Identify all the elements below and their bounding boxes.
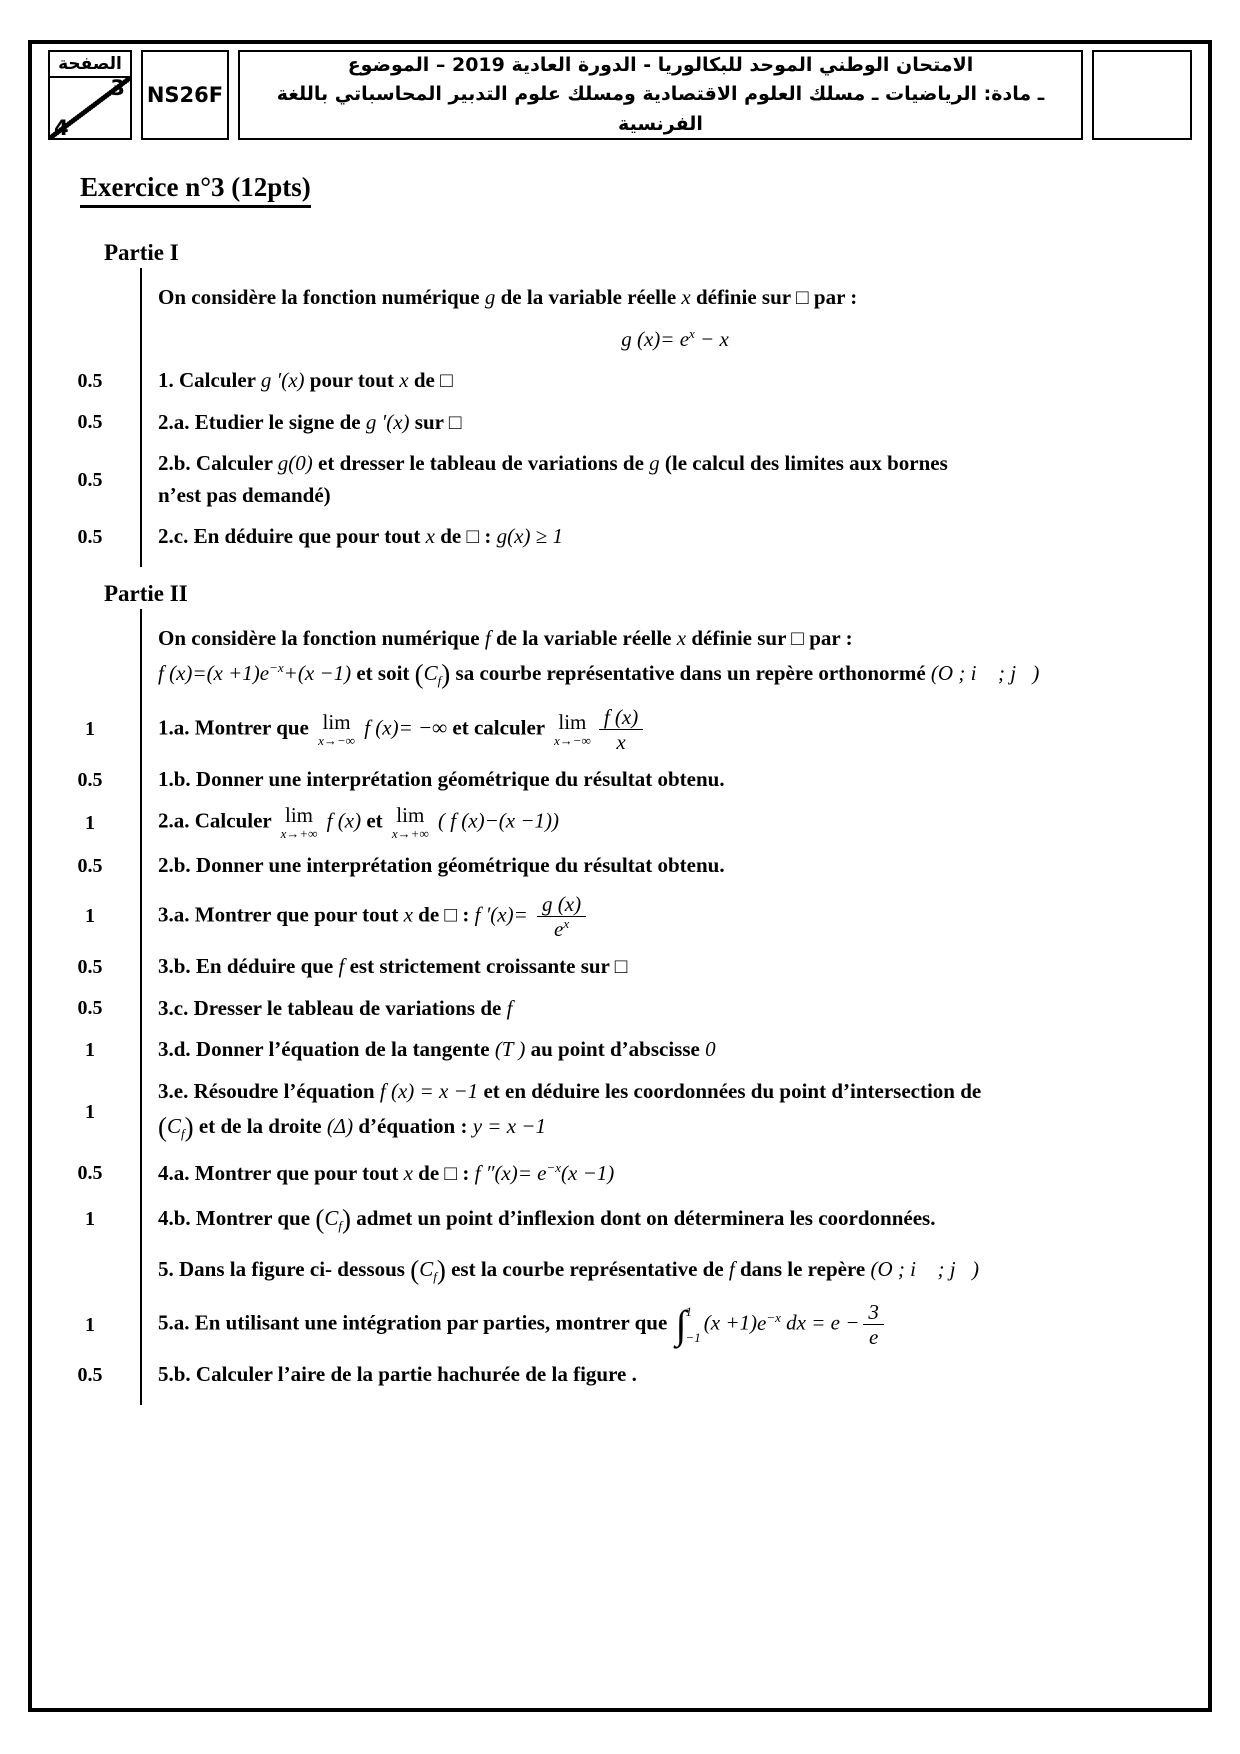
- limit: [281, 805, 318, 840]
- question-row: [77, 764, 1192, 796]
- question-row: [85, 1300, 1192, 1350]
- question-line: [158, 1158, 1192, 1190]
- integral: [676, 1302, 701, 1348]
- points-value: 0.5: [77, 768, 103, 791]
- limit-word: lim: [285, 803, 314, 828]
- text-segment: 4.b. Montrer que: [158, 1206, 316, 1231]
- question-line: [158, 1359, 1192, 1391]
- question-row: [77, 993, 1192, 1025]
- math-segment: f (x)=(x +1): [158, 661, 260, 685]
- integral-lower: −1: [685, 1330, 701, 1346]
- question-row: [85, 1076, 1192, 1148]
- question-line: [158, 805, 1192, 840]
- fraction-numerator: [599, 705, 643, 729]
- points-value: 0.5: [77, 1364, 103, 1387]
- points-value: 0.5: [77, 855, 103, 878]
- question-line: [158, 623, 1192, 655]
- math-segment: □: [448, 409, 462, 434]
- text-segment: 2.b. Donner une interprétation géométrique du résultat obtenu.: [158, 853, 725, 878]
- question-row: [77, 1359, 1192, 1391]
- text-segment: de: [412, 902, 445, 927]
- fraction-denominator: [537, 916, 586, 941]
- limit-subscript: x→+∞: [280, 826, 318, 842]
- fraction-denominator: [599, 729, 643, 754]
- text-segment: 3.e. Résoudre l’équation: [158, 1078, 380, 1103]
- text-segment: de: [408, 368, 441, 392]
- text-segment: :: [457, 902, 475, 927]
- question-row: [158, 623, 1192, 695]
- math-segment: g: [649, 451, 660, 475]
- math-segment: □: [795, 285, 809, 309]
- exam-code-box: NS26F: [141, 50, 229, 140]
- question-line: [158, 324, 1192, 356]
- text-segment: 5.b. Calculer l’aire de la partie hachurée de la figure .: [158, 1362, 637, 1387]
- open-paren: (: [414, 659, 424, 689]
- question-line: [158, 1107, 1192, 1148]
- fraction-numerator: [863, 1300, 884, 1324]
- points-value: 0.5: [77, 525, 103, 548]
- math-segment: f ″(x)=: [474, 1160, 538, 1185]
- part-section: [48, 581, 1192, 1405]
- points-value: 1: [85, 1313, 95, 1336]
- math-segment: f (x) = x −1: [379, 1078, 479, 1103]
- text-segment: 3.a. Montrer que pour tout: [158, 902, 404, 927]
- limit-subscript: x→−∞: [554, 732, 591, 748]
- text-segment: définie sur: [686, 625, 792, 650]
- question-line: [158, 1199, 1192, 1240]
- question-row: [85, 704, 1192, 754]
- question-row: [85, 891, 1192, 941]
- limit: [554, 709, 591, 748]
- curve-symbol: $(C_f)$: [414, 659, 451, 689]
- math-segment: x: [681, 285, 691, 309]
- question-row: [77, 365, 1192, 397]
- text-segment: de: [434, 524, 467, 548]
- question-row: [77, 407, 1192, 439]
- text-segment: n’est pas demandé): [158, 482, 331, 507]
- math-segment: x: [616, 729, 626, 754]
- math-segment: x: [425, 524, 435, 548]
- text-segment: 2.b. Calculer: [158, 451, 278, 475]
- limit-word: lim: [322, 709, 351, 734]
- question-line: [158, 365, 1192, 397]
- math-segment: g ′(x): [365, 409, 410, 434]
- math-superscript: $e^x$: [679, 325, 695, 351]
- question-line: [158, 850, 1192, 882]
- question-row: [77, 1158, 1192, 1190]
- text-segment: par :: [808, 285, 858, 309]
- integral-sign: ∫: [675, 1301, 687, 1347]
- math-segment: f: [506, 995, 513, 1020]
- exercise-parts: [48, 240, 1192, 1405]
- points-value: 1: [85, 1100, 95, 1123]
- text-segment: est strictement croissante sur: [344, 954, 615, 979]
- question-row: [77, 951, 1192, 983]
- page-current: 3: [110, 76, 125, 101]
- text-segment: de: [412, 1160, 445, 1185]
- math-segment: x: [399, 368, 409, 392]
- points-value: 0.5: [77, 1162, 103, 1185]
- text-segment: 2.c. En déduire que pour tout: [158, 524, 426, 548]
- math-segment: x: [676, 625, 687, 650]
- text-segment: de la variable réelle: [490, 625, 677, 650]
- text-segment: 4.a. Montrer que pour tout: [158, 1160, 404, 1185]
- question-row: [77, 521, 1192, 553]
- question-line: [158, 951, 1192, 983]
- math-segment: □: [791, 625, 804, 650]
- page-number-label: الصفحة: [50, 52, 130, 78]
- text-segment: de la variable réelle: [495, 285, 682, 309]
- fraction-numerator: [537, 892, 586, 916]
- question-line: [158, 1076, 1192, 1108]
- points-value: 0.5: [77, 468, 103, 491]
- text-segment: et en déduire les coordonnées du point d’intersection de: [478, 1078, 982, 1103]
- question-line: [158, 1250, 1192, 1291]
- math-segment: g (x): [542, 891, 582, 916]
- text-segment: et calculer: [447, 714, 550, 739]
- close-paren: ): [441, 659, 451, 689]
- text-segment: sur: [409, 409, 449, 434]
- text-segment: 2.a. Etudier le signe de: [158, 409, 366, 434]
- points-value: 1: [85, 718, 95, 741]
- text-segment: et dresser le tableau de variations de: [312, 451, 650, 475]
- math-segment: f (x): [603, 704, 639, 729]
- math-segment: g(0): [277, 451, 313, 475]
- question-row: [158, 282, 1192, 314]
- text-segment: d’équation :: [353, 1114, 473, 1139]
- math-segment: (O ; i⃗ ; j⃗): [930, 661, 1040, 685]
- math-segment: f: [728, 1256, 735, 1281]
- points-value: 1: [85, 1208, 95, 1231]
- math-segment: (T ): [494, 1037, 526, 1062]
- text-segment: :: [457, 1160, 475, 1185]
- curve-symbol: $(C_f)$: [315, 1204, 351, 1235]
- math-segment: e: [868, 1325, 879, 1350]
- question-line: [158, 480, 1192, 512]
- question-row: [77, 448, 1192, 511]
- integral-bounds: [686, 1302, 701, 1348]
- math-segment: dx = e −: [780, 1310, 860, 1335]
- math-segment: f ′(x)=: [474, 902, 534, 927]
- curve-symbol: $(C_f)$: [410, 1254, 446, 1285]
- math-segment: (x +1): [703, 1310, 758, 1335]
- points-value: 1: [85, 1038, 95, 1061]
- math-superscript: $e^{-x}$: [259, 660, 284, 685]
- fraction: [863, 1300, 884, 1349]
- open-paren: (: [410, 1254, 420, 1285]
- math-segment: +(x −1): [283, 661, 352, 685]
- limit: [318, 709, 355, 748]
- math-segment: x: [403, 1160, 413, 1185]
- question-line: [158, 1034, 1192, 1066]
- math-segment: x: [403, 902, 413, 927]
- part-title: Partie I: [104, 240, 179, 265]
- math-segment: g ′(x): [260, 368, 305, 392]
- points-value: 1: [85, 905, 95, 928]
- part-section: [48, 240, 1192, 567]
- question-row: [85, 803, 1192, 842]
- question-line: [158, 282, 1192, 314]
- text-segment: On considère la fonction numérique: [158, 625, 485, 650]
- math-segment: □: [466, 524, 480, 548]
- text-segment: dans le repère: [734, 1256, 871, 1281]
- exam-title-box: [238, 50, 1083, 140]
- question-row: [85, 1034, 1192, 1066]
- points-value: 0.5: [77, 411, 103, 434]
- fraction: [537, 892, 586, 941]
- math-segment: (x −1): [561, 1160, 615, 1185]
- math-segment: (O ; i⃗ ; j⃗): [870, 1256, 979, 1281]
- text-segment: 3.d. Donner l’équation de la tangente: [158, 1037, 495, 1062]
- text-segment: et de la droite: [193, 1114, 327, 1139]
- limit: [392, 805, 429, 840]
- part-title: Partie II: [104, 580, 188, 606]
- math-segment: f (x)= −∞: [358, 714, 448, 739]
- open-paren: (: [315, 1204, 325, 1235]
- points-value: 1: [85, 811, 95, 834]
- math-superscript: $e^x$: [553, 915, 570, 941]
- math-segment: f: [484, 625, 491, 650]
- text-segment: On considère la fonction numérique: [158, 285, 485, 309]
- question-line: [158, 993, 1192, 1025]
- math-segment: (Δ): [326, 1114, 354, 1139]
- page-number-box: [48, 50, 132, 140]
- math-segment: □: [444, 1160, 458, 1185]
- question-line: [158, 764, 1192, 796]
- text-segment: définie sur: [690, 285, 796, 309]
- text-segment: pour tout: [304, 368, 400, 392]
- question-line: [158, 654, 1192, 695]
- question-row: [77, 850, 1192, 882]
- close-paren: ): [184, 1112, 194, 1143]
- empty-header-box: [1092, 50, 1192, 140]
- math-segment: 3: [868, 1300, 879, 1325]
- text-segment: 1. Calculer: [158, 368, 261, 392]
- fraction: [599, 705, 643, 754]
- page-header: [48, 50, 1192, 140]
- text-segment: sa courbe représentative dans un repère orthonormé: [450, 661, 931, 685]
- text-segment: et soit: [351, 661, 415, 685]
- text-segment: est la courbe représentative de: [445, 1256, 729, 1281]
- exam-title-arabic-line1: الامتحان الوطني الموحد للبكالوريا - الدورة العادية 2019 – الموضوع: [347, 53, 974, 76]
- limit-subscript: x→−∞: [318, 732, 355, 748]
- math-segment: g (x)=: [621, 326, 680, 351]
- math-segment: f (x): [321, 808, 362, 833]
- math-segment: f: [338, 954, 345, 979]
- part-block: [77, 268, 1192, 567]
- text-segment: 1.b. Donner une interprétation géométrique du résultat obtenu.: [158, 766, 725, 791]
- text-segment: 1.a. Montrer que: [158, 714, 315, 739]
- text-segment: 3.b. En déduire que: [158, 954, 339, 979]
- points-value: 0.5: [77, 997, 103, 1020]
- open-paren: (: [158, 1112, 167, 1143]
- text-segment: 5. Dans la figure ci- dessous: [158, 1256, 411, 1281]
- question-row: [158, 1250, 1192, 1291]
- integral-upper: 1: [685, 1303, 692, 1319]
- points-value: 0.5: [77, 369, 103, 392]
- math-superscript: $e^{-x}$: [757, 1309, 781, 1335]
- question-row: [85, 1199, 1192, 1240]
- question-line: [158, 521, 1192, 553]
- page-number-diagonal: [50, 78, 130, 138]
- question-line: [158, 892, 1192, 941]
- text-segment: 2.a. Calculer: [158, 808, 277, 833]
- close-paren: ): [341, 1204, 351, 1235]
- math-segment: 0: [705, 1037, 716, 1062]
- text-segment: au point d’abscisse: [525, 1037, 706, 1062]
- part-block: [77, 609, 1192, 1405]
- text-segment: et: [361, 808, 388, 833]
- exam-content: [48, 150, 1192, 1405]
- curve-symbol: $(C_f)$: [158, 1112, 194, 1143]
- points-value: 0.5: [77, 955, 103, 978]
- math-superscript: $e^{-x}$: [537, 1159, 562, 1185]
- question-line: [158, 705, 1192, 754]
- math-segment: g(x) ≥ 1: [496, 524, 563, 548]
- question-line: [158, 448, 1192, 480]
- math-segment: − x: [694, 326, 729, 351]
- question-line: [158, 1300, 1192, 1349]
- question-line: [158, 407, 1192, 439]
- math-segment: □: [440, 368, 453, 392]
- text-segment: admet un point d’inflexion dont on déterminera les coordonnées.: [350, 1206, 936, 1231]
- question-row: [158, 324, 1192, 356]
- text-segment: 3.c. Dresser le tableau de variations de: [158, 995, 507, 1020]
- text-segment: 5.a. En utilisant une intégration par parties, montrer que: [158, 1310, 673, 1335]
- math-segment: ( f (x)−(x −1)): [432, 808, 559, 833]
- fraction-denominator: [863, 1324, 884, 1349]
- page-total: 4: [54, 116, 69, 140]
- limit-word: lim: [558, 709, 587, 734]
- limit-subscript: x→+∞: [391, 826, 429, 842]
- math-segment: g: [484, 285, 496, 309]
- exam-title-arabic-line2: ـ مادة: الرياضيات ـ مسلك العلوم الاقتصادية ومسلك علوم التدبير المحاسباتي باللغة الفرنسية: [276, 83, 1045, 135]
- math-segment: y = x −1: [472, 1114, 546, 1139]
- text-segment: (le calcul des limites aux bornes: [659, 451, 948, 475]
- math-segment: □: [444, 902, 458, 927]
- exercise-title: Exercice n°3 (12pts): [80, 172, 311, 208]
- text-segment: :: [479, 524, 497, 548]
- close-paren: ): [436, 1254, 446, 1285]
- math-segment: □: [614, 954, 628, 979]
- text-segment: par :: [803, 625, 853, 650]
- limit-word: lim: [396, 803, 425, 828]
